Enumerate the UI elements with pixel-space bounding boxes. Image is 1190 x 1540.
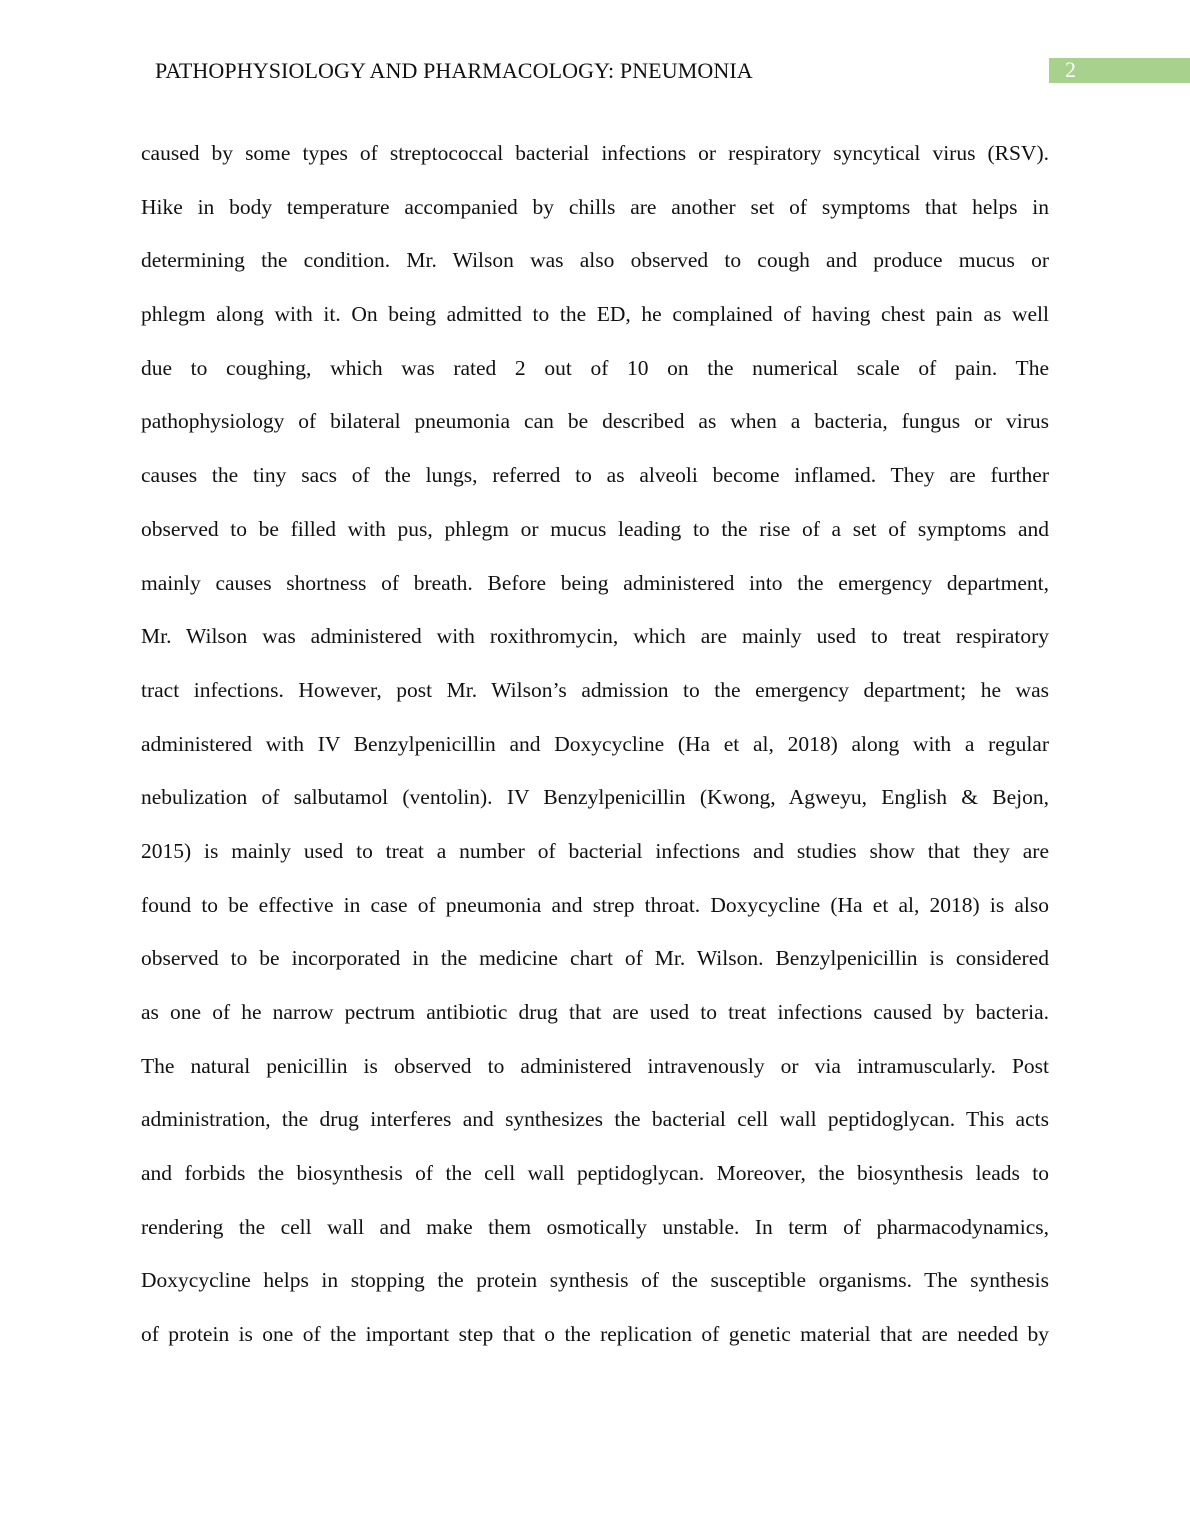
text-line: Hike in body temperature accompanied by chills are another set of symptoms that helps in [141, 194, 1049, 219]
text-line: Mr. Wilson was administered with roxithromycin, which are mainly used to treat respiratory [141, 624, 1049, 649]
text-line: pathophysiology of bilateral pneumonia can be described as when a bacteria, fungus or virus [141, 409, 1049, 434]
page-number-badge [1049, 58, 1190, 83]
text-line: tract infections. However, post Mr. Wilson’s admission to the emergency department; he was [141, 677, 1049, 702]
text-line: administration, the drug interferes and synthesizes the bacterial cell wall peptidoglycan. This acts [141, 1107, 1049, 1132]
text-line: mainly causes shortness of breath. Before being administered into the emergency department, [141, 570, 1049, 595]
text-line: nebulization of salbutamol (ventolin). IV Benzylpenicillin (Kwong, Agweyu, English & Bejon, [141, 785, 1049, 810]
page-number: 2 [1065, 57, 1076, 82]
text-line: observed to be incorporated in the medicine chart of Mr. Wilson. Benzylpenicillin is considered [141, 946, 1049, 971]
text-line: observed to be filled with pus, phlegm or mucus leading to the rise of a set of symptoms and [141, 516, 1049, 541]
text-line: as one of he narrow pectrum antibiotic drug that are used to treat infections caused by bacteria. [141, 1000, 1049, 1024]
text-line: causes the tiny sacs of the lungs, referred to as alveoli become inflamed. They are further [141, 463, 1049, 488]
text-line: determining the condition. Mr. Wilson was also observed to cough and produce mucus or [141, 248, 1049, 273]
text-line: The natural penicillin is observed to administered intravenously or via intramuscularly. Post [141, 1053, 1049, 1078]
text-line: rendering the cell wall and make them osmotically unstable. In term of pharmacodynamics, [141, 1214, 1049, 1239]
text-line: 2015) is mainly used to treat a number of bacterial infections and studies show that they are [141, 838, 1049, 863]
text-line: administered with IV Benzylpenicillin and Doxycycline (Ha et al, 2018) along with a regular [141, 731, 1049, 756]
text-line: due to coughing, which was rated 2 out of 10 on the numerical scale of pain. The [141, 355, 1049, 380]
body-paragraph [141, 127, 1049, 1362]
running-head: PATHOPHYSIOLOGY AND PHARMACOLOGY: PNEUMONIA [155, 58, 753, 83]
text-line: caused by some types of streptococcal bacterial infections or respiratory syncytical virus (RSV). [141, 141, 1049, 165]
text-line: of protein is one of the important step that o the replication of genetic material that are needed by [141, 1322, 1049, 1347]
text-line: Doxycycline helps in stopping the protein synthesis of the susceptible organisms. The synthesis [141, 1268, 1049, 1293]
text-line: phlegm along with it. On being admitted to the ED, he complained of having chest pain as well [141, 302, 1049, 327]
text-line: found to be effective in case of pneumonia and strep throat. Doxycycline (Ha et al, 2018) is also [141, 892, 1049, 917]
text-line: and forbids the biosynthesis of the cell wall peptidoglycan. Moreover, the biosynthesis leads to [141, 1161, 1049, 1186]
